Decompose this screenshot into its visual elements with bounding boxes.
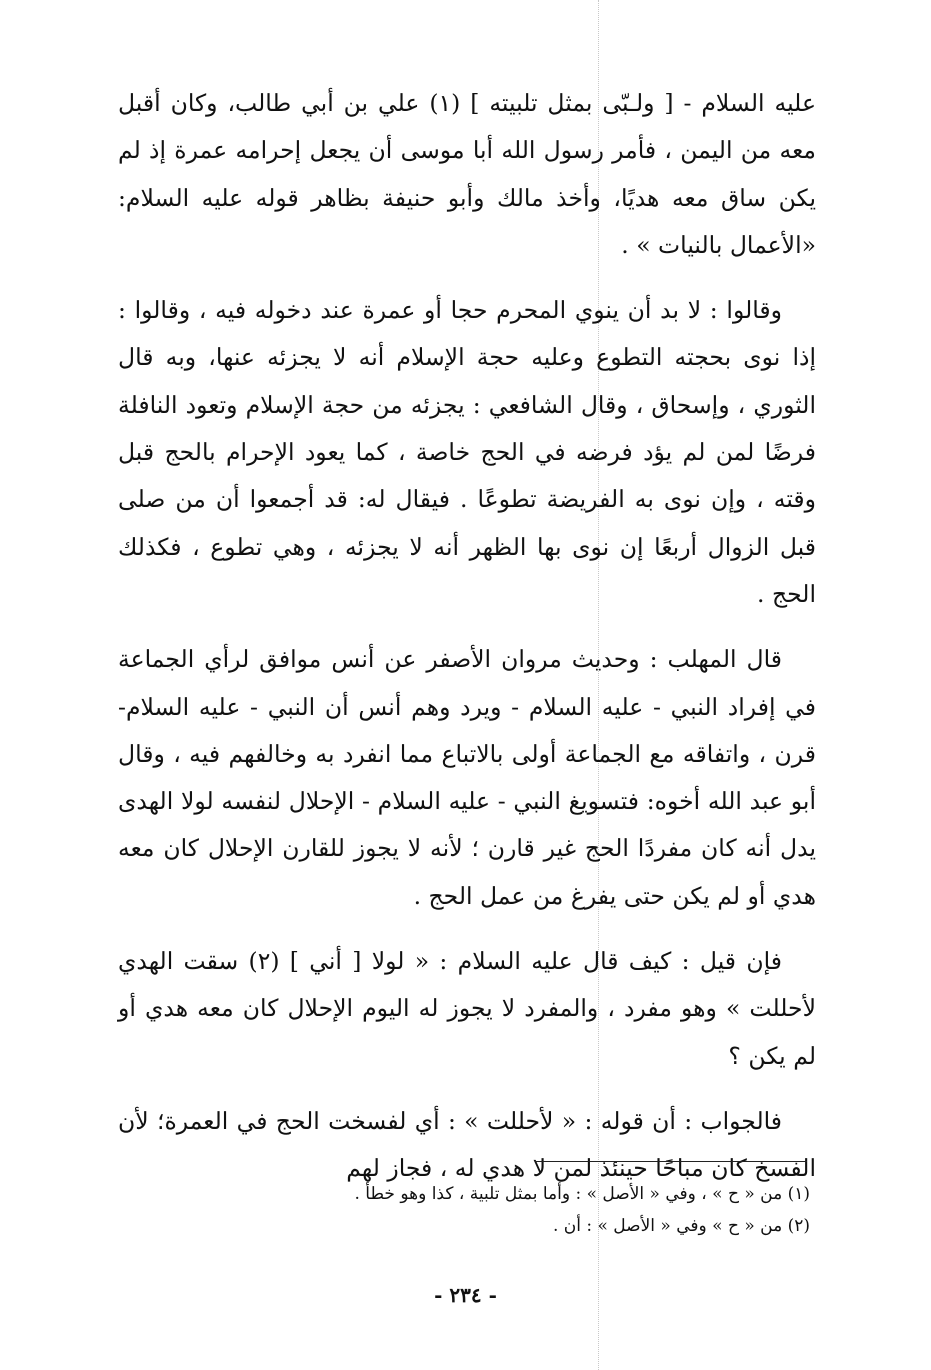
footnotes — [300, 1178, 810, 1242]
main-text — [118, 80, 816, 1211]
footnote-2: (٢) من « ح » وفي « الأصل » : أن . — [552, 1216, 810, 1236]
paragraph-3: قال المهلب : وحديث مروان الأصفر عن أنس موافق لرأي الجماعة في إفراد النبي - عليه السلام - ويرد وهم أنس أن النبي - عليه السلام- قرن ، واتفاقه مع الجماعة أولى بالاتباع مما انفرد به وخالفهم فيه ، وقال أبو عبد الله أخوه: فتسويغ النبي - عليه السلام - الإحلال لنفسه لولا الهدى يدل أنه كان مفردًا الحج غير قارن ؛ لأنه لا يجوز للقارن الإحلال كان معه هدي أو لم يكن حتى يفرغ من عمل الحج . — [118, 645, 816, 910]
page-number: - ٢٣٤ - — [434, 1283, 497, 1307]
paragraph-4: فإن قيل : كيف قال عليه السلام : « لولا [ أني ] (٢) سقت الهدي لأحللت » وهو مفرد ، والمفرد لا يجوز له اليوم الإحلال كان معه هدي أو لم يكن ؟ — [118, 947, 816, 1070]
paragraph-2: وقالوا : لا بد أن ينوي المحرم حجا أو عمرة عند دخوله فيه ، وقالوا : إذا نوى بحجته التطوع وعليه حجة الإسلام أنه لا يجزئه عنها، وبه قال الثوري ، وإسحاق ، وقال الشافعي : يجزئه من حجة الإسلام وتعود النافلة فرضًا لمن لم يؤد فرضه في الحج خاصة ، كما يعود الإحرام بالحج قبل وقته ، وإن نوى به الفريضة تطوعًا . فيقال له: قد أجمعوا أن من صلى قبل الزوال أربعًا إن نوى بها الظهر أنه لا يجزئه ، وهي تطوع ، فكذلك الحج . — [118, 296, 816, 608]
paragraph-1: عليه السلام - [ ولـبّى بمثل تلبيته ] (١) علي بن أبي طالب، وكان أقبل معه من اليمن ، فأمر رسول الله أبا موسى أن يجعل إحرامه عمرة إذ لم يكن ساق معه هديًا، وأخذ مالك وأبو حنيفة بظاهر قوله عليه السلام: «الأعمال بالنيات » . — [118, 89, 816, 259]
footnote-separator — [535, 1161, 807, 1162]
footnote-1: (١) من « ح » ، وفي « الأصل » : وأما بمثل تلبية ، كذا وهو خطأ . — [354, 1184, 810, 1204]
paragraph-5: فالجواب : أن قوله : « لأحللت » : أي لفسخت الحج في العمرة؛ لأن الفسخ كان مباحًا حينئذ لمن لا هدي له ، فجاز لهم — [118, 1106, 816, 1183]
